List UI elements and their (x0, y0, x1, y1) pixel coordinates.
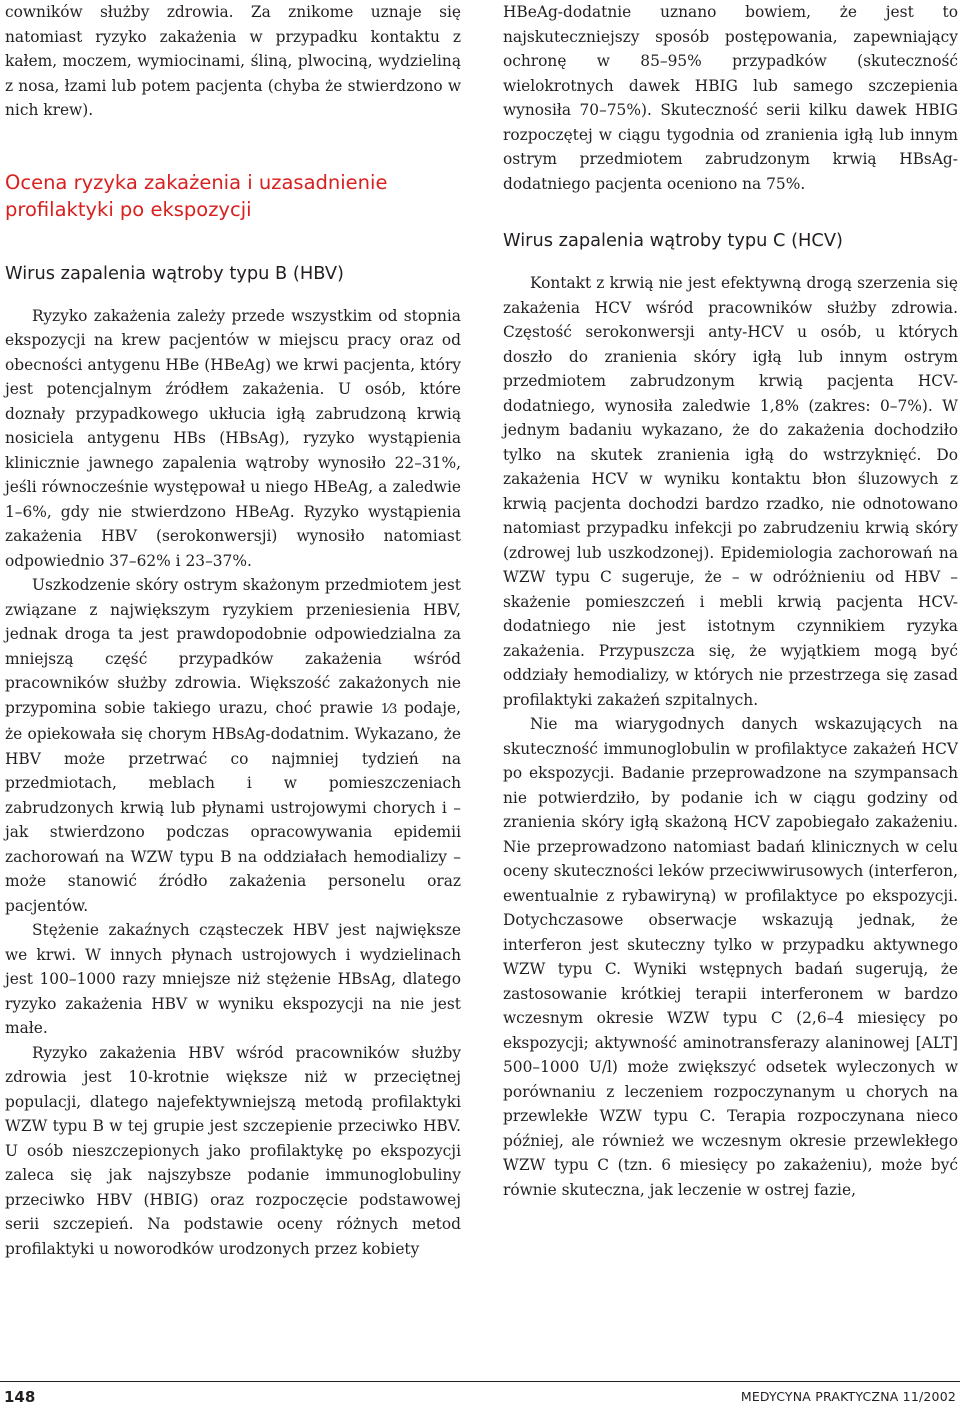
hbv-heading: Wirus zapalenia wątroby typu B (HBV) (5, 262, 344, 284)
journal-name: MEDYCYNA PRAKTYCZNA 11/2002 (740, 1389, 956, 1404)
right-column (503, 0, 958, 1202)
hcv-paragraph-2: Nie ma wiarygodnych danych wskazujących na skuteczność immunoglobulin w profilaktyce zakażeń HCV po ekspozycji. Badanie przeprowadzone na szympansach nie potwierdziło, by podanie ich w ciągu godziny od zranienia skóry igłą skażoną HCV zapobiegało zakażeniu. Nie przeprowadzono natomiast badań klinicznych w celu oceny skuteczności leków przeciwwirusowych (interferon, ewentualnie z rybawiryną) w profilaktyce po ekspozycji. Dotychczasowe obserwacje wskazują jednak, że interferon jest skuteczny tylko w przypadku aktywnego WZW typu C. Wyniki wstępnych badań sugerują, że zastosowanie krótkiej terapii interferonem w bardzo wczesnym okresie WZW typu C (2,6–4 miesięcy po ekspozycji; aktywność aminotransferazy alaninowej [ALT] 500–1000 U/l) może zwiększyć odsetek wyleczonych w porównaniu z leczeniem rozpoczynanym u chorych na przewlekłe WZW typu C. Terapia rozpoczynana nieco później, ale również we wczesnym okresie przewlekłego WZW typu C (tzn. 6 miesięcy po zakażeniu), może być równie skuteczna, jak leczenie w ostrej fazie, (503, 715, 958, 1199)
hbv-paragraph-2-part-2: podaje, że opiekowała się chorym HBsAg-dodatnim. Wykazano, że HBV może przetrwać co najmniej tydzień na przedmiotach, meblach i w pomieszczeniach zabrudzonych krwią lub płynami ustrojowymi chorych i – jak stwierdzono podczas opracowywania epidemii zachorowań na WZW typu B na oddziałach hemodializy – może stanowić źródło zakażenia personelu oraz pacjentów. (5, 698, 461, 915)
hbv-paragraph-2-part-1: Uszkodzenie skóry ostrym skażonym przedmiotem jest związane z największym ryzykiem przeniesienia HBV, jednak droga ta jest prawdopodobnie odpowiedzialna za mniejszą część przypadków zakażenia wśród pracowników służby zdrowia. Większość zakażonych nie przypomina sobie takiego urazu, choć prawie (5, 576, 461, 717)
intro-paragraph: cowników służby zdrowia. Za znikome uznaje się natomiast ryzyko zakażenia w przypadku kontaktu z kałem, moczem, wymiocinami, śliną, plwociną, wydzieliną z nosa, łzami lub potem pacjenta (chyba że stwierdzono w nich krew). (5, 3, 461, 119)
footer-divider (0, 1381, 960, 1382)
hbv-paragraph-2 (5, 573, 461, 918)
one-third-fraction: 1⁄3 (380, 701, 397, 717)
hbv-paragraph-1: Ryzyko zakażenia zależy przede wszystkim od stopnia ekspozycji na krew pacjentów w miejscu pracy oraz od obecności antygenu HBe (HBeAg) we krwi pacjenta, który jest potencjalnym źródłem zakażenia. U osób, które doznały przypadkowego ukłucia igłą zabrudzoną krwią nosiciela antygenu HBs (HBsAg), ryzyko wystąpienia klinicznie jawnego zapalenia wątroby wynosiło 22–31%, jeśli równocześnie występował u niego HBeAg, a zaledwie 1–6%, gdy nie stwierdzono HBeAg. Ryzyko wystąpienia zakażenia HBV (serokonwersji) wynosiło natomiast odpowiednio 37–62% i 23–37%. (5, 306, 461, 570)
page-number: 148 (4, 1388, 36, 1406)
hcv-paragraph-1: Kontakt z krwią nie jest efektywną drogą szerzenia się zakażenia HCV wśród pracowników służby zdrowia. Częstość serokonwersji anty-HCV u osób, u których doszło do zranienia skóry igłą lub innym ostrym przedmiotem zabrudzonym krwią pacjenta HCV-dodatniego, wynosiła zaledwie 1,8% (zakres: 0–7%). W jednym badaniu wykazano, że do zakażenia dochodziło tylko na skutek zranienia igłą do wstrzyknięć. Do zakażenia HCV w wyniku kontaktu błon śluzowych z krwią pacjenta dochodzi bardzo rzadko, nie odnotowano natomiast przypadku infekcji po zabrudzeniu krwią skóry (zdrowej lub uszkodzonej). Epidemiologia zachorowań na WZW typu C sugeruje, że – w odróżnieniu od HBV – skażenie pomieszczeń i mebli krwią pacjenta HCV-dodatniego nie jest istotnym czynnikiem ryzyka zakażenia. Przypuszcza się, że wyjątkiem mogą być oddziały hemodializy, w których nie przestrzega się zasad profilaktyki zakażeń szpitalnych. (503, 274, 958, 709)
left-column (5, 0, 461, 1261)
hcv-heading: Wirus zapalenia wątroby typu C (HCV) (503, 230, 843, 251)
section-heading: Ocena ryzyka zakażenia i uzasadnienie profilaktyki po ekspozycji (5, 170, 388, 221)
hbv-paragraph-3: Stężenie zakaźnych cząsteczek HBV jest największe we krwi. W innych płynach ustrojowych i wydzielinach jest 100–1000 razy mniejsze niż stężenie HBsAg, dlatego ryzyko zakażenia HBV w wyniku ekspozycji na nie jest małe. (5, 921, 461, 1037)
hbv-paragraph-4: Ryzyko zakażenia HBV wśród pracowników służby zdrowia jest 10-krotnie większe niż w przeciętnej populacji, dlatego najefektywniejszą metodą profilaktyki WZW typu B w tej grupie jest szczepienie przeciwko HBV. U osób nieszczepionych jako profilaktykę po ekspozycji zaleca się jak najszybsze podanie immunoglobuliny przeciwko HBV (HBIG) oraz rozpoczęcie podstawowej serii szczepień. Na podstawie oceny różnych metod profilaktyki u noworodków urodzonych przez kobiety (5, 1043, 461, 1258)
continuation-paragraph: HBeAg-dodatnie uznano bowiem, że jest to najskuteczniejszy sposób postępowania, zapewniający ochronę w 85–95% przypadków (skuteczność wielokrotnych dawek HBIG lub samego szczepienia wynosiła 70–75%). Skuteczność serii kilku dawek HBIG rozpoczętej w ciągu tygodnia od zranienia igłą lub innym ostrym przedmiotem zabrudzonym krwią HBsAg-dodatniego pacjenta oceniono na 75%. (503, 3, 958, 193)
